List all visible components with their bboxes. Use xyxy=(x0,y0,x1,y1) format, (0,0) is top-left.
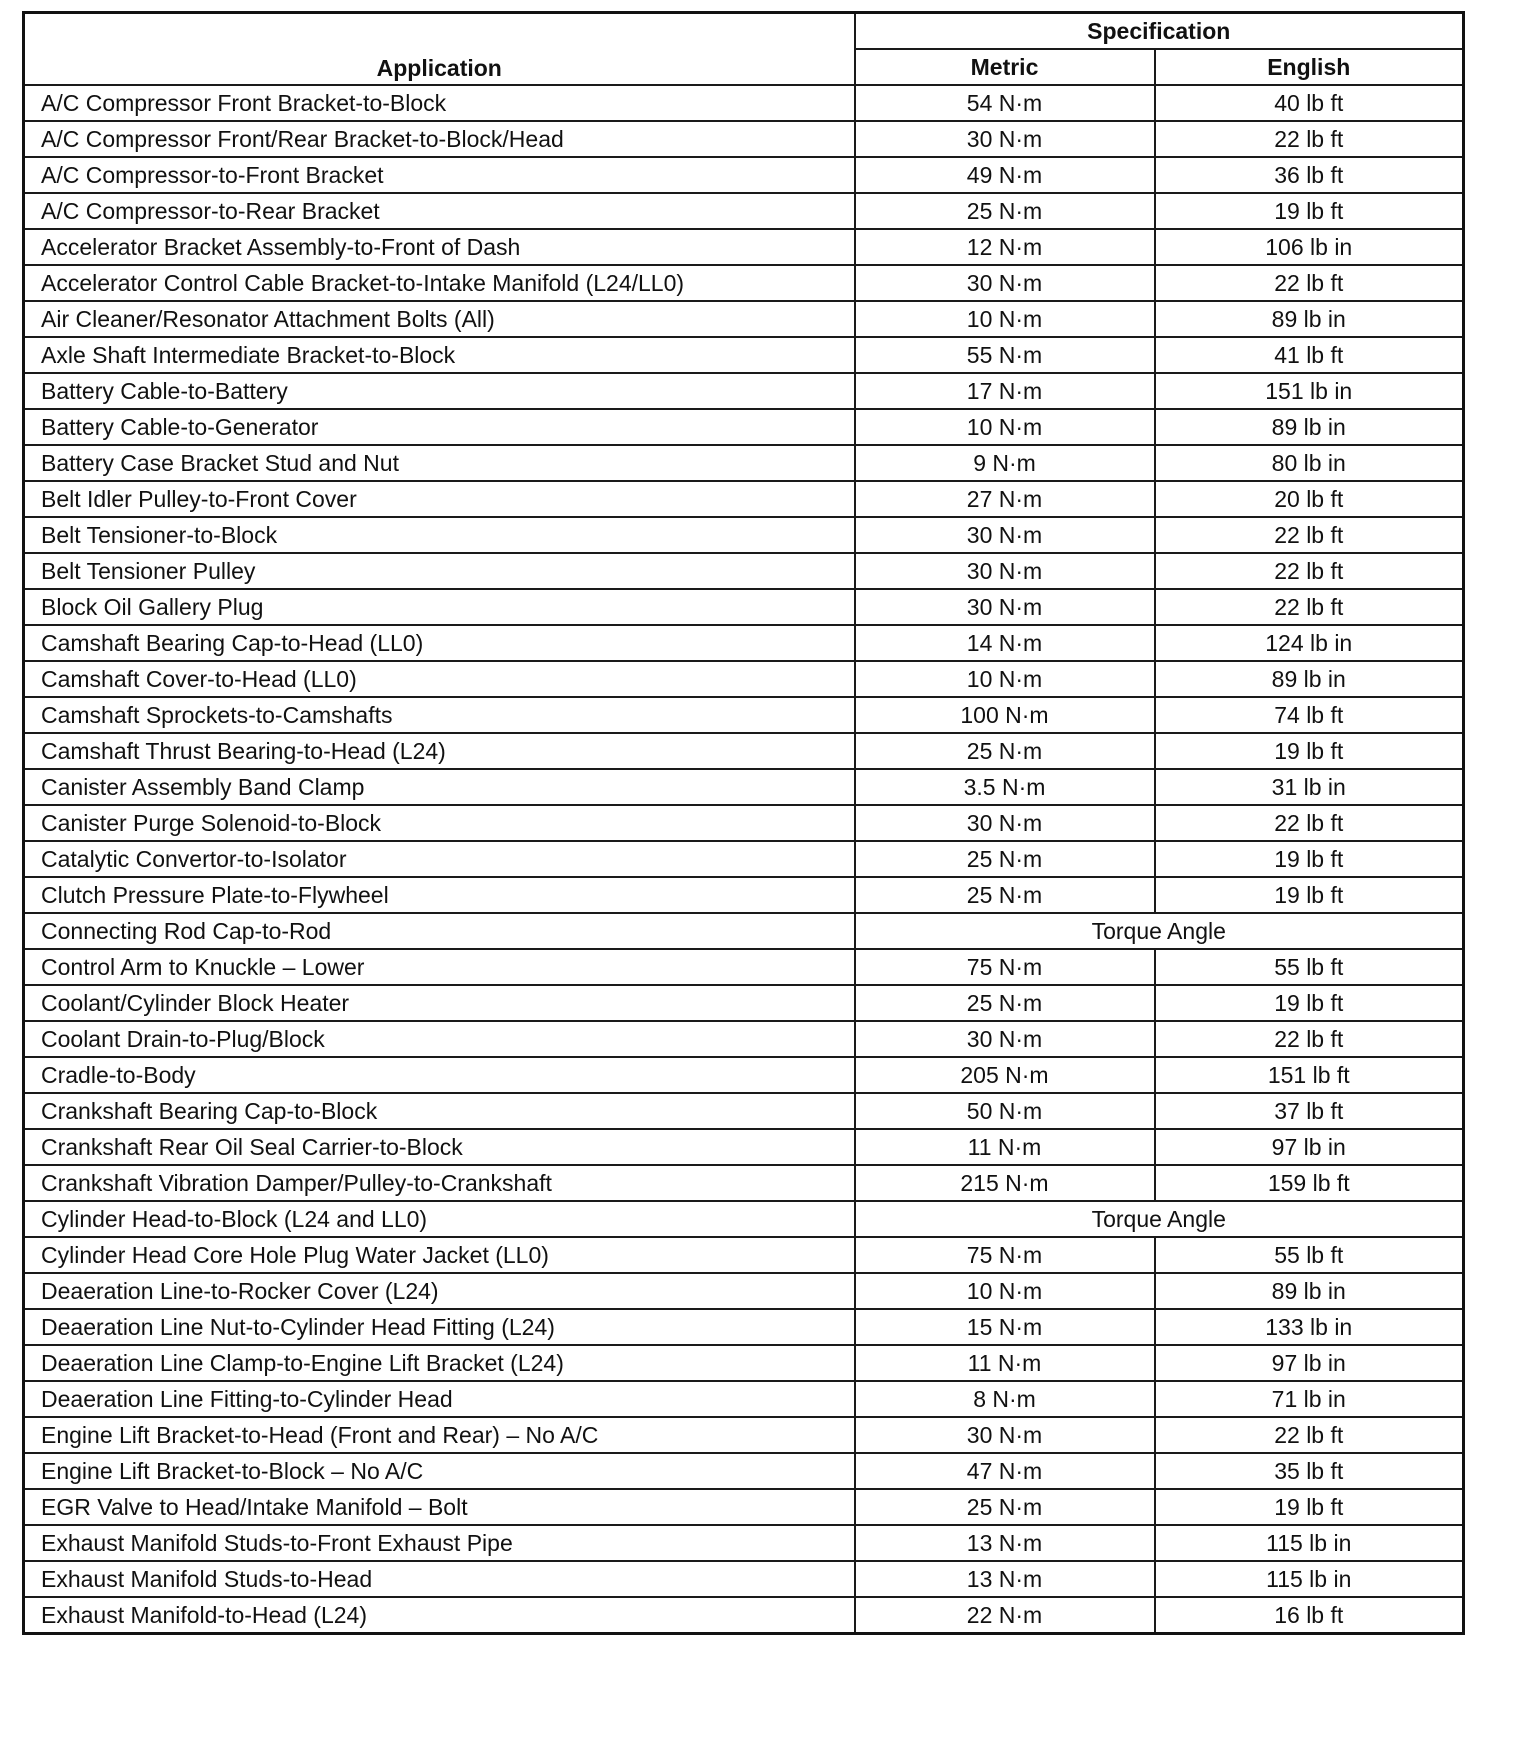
table-row xyxy=(24,229,1464,265)
english-cell: 89 lb in xyxy=(1155,661,1464,697)
english-cell: 71 lb in xyxy=(1155,1381,1464,1417)
english-cell: 151 lb ft xyxy=(1155,1057,1464,1093)
header-english: English xyxy=(1155,49,1464,85)
application-cell: Belt Idler Pulley-to-Front Cover xyxy=(24,481,855,517)
table-row xyxy=(24,1345,1464,1381)
table-row xyxy=(24,805,1464,841)
table-row xyxy=(24,625,1464,661)
english-cell: 16 lb ft xyxy=(1155,1597,1464,1634)
application-cell: Canister Assembly Band Clamp xyxy=(24,769,855,805)
table-row xyxy=(24,409,1464,445)
table-row xyxy=(24,1273,1464,1309)
application-cell: Block Oil Gallery Plug xyxy=(24,589,855,625)
metric-cell: 10 N·m xyxy=(855,409,1155,445)
english-cell: 19 lb ft xyxy=(1155,841,1464,877)
torque-spec-table xyxy=(22,11,1465,1635)
english-cell: 159 lb ft xyxy=(1155,1165,1464,1201)
metric-cell: 75 N·m xyxy=(855,1237,1155,1273)
metric-cell: 25 N·m xyxy=(855,1489,1155,1525)
english-cell: 41 lb ft xyxy=(1155,337,1464,373)
metric-cell: 47 N·m xyxy=(855,1453,1155,1489)
english-cell: 97 lb in xyxy=(1155,1129,1464,1165)
application-cell: Catalytic Convertor-to-Isolator xyxy=(24,841,855,877)
english-cell: 19 lb ft xyxy=(1155,1489,1464,1525)
metric-cell: 14 N·m xyxy=(855,625,1155,661)
table-row xyxy=(24,265,1464,301)
metric-cell: 30 N·m xyxy=(855,1021,1155,1057)
table-row xyxy=(24,517,1464,553)
metric-cell: 30 N·m xyxy=(855,805,1155,841)
application-cell: Camshaft Sprockets-to-Camshafts xyxy=(24,697,855,733)
table-row xyxy=(24,337,1464,373)
metric-cell: 30 N·m xyxy=(855,553,1155,589)
english-cell: 89 lb in xyxy=(1155,1273,1464,1309)
english-cell: 115 lb in xyxy=(1155,1561,1464,1597)
metric-cell: 27 N·m xyxy=(855,481,1155,517)
metric-cell: 30 N·m xyxy=(855,589,1155,625)
metric-cell: 215 N·m xyxy=(855,1165,1155,1201)
header-metric: Metric xyxy=(855,49,1155,85)
table-row xyxy=(24,1093,1464,1129)
specification-span-cell: Torque Angle xyxy=(855,913,1464,949)
application-cell: Accelerator Control Cable Bracket-to-Intake Manifold (L24/LL0) xyxy=(24,265,855,301)
english-cell: 22 lb ft xyxy=(1155,1021,1464,1057)
application-cell: Belt Tensioner Pulley xyxy=(24,553,855,589)
table-row xyxy=(24,1381,1464,1417)
application-cell: Crankshaft Bearing Cap-to-Block xyxy=(24,1093,855,1129)
metric-cell: 30 N·m xyxy=(855,517,1155,553)
application-cell: Clutch Pressure Plate-to-Flywheel xyxy=(24,877,855,913)
application-cell: A/C Compressor-to-Front Bracket xyxy=(24,157,855,193)
table-body xyxy=(24,85,1464,1634)
english-cell: 22 lb ft xyxy=(1155,517,1464,553)
table-row xyxy=(24,1237,1464,1273)
table-row xyxy=(24,1201,1464,1237)
application-cell: Cylinder Head Core Hole Plug Water Jacket (LL0) xyxy=(24,1237,855,1273)
english-cell: 89 lb in xyxy=(1155,301,1464,337)
application-cell: A/C Compressor Front Bracket-to-Block xyxy=(24,85,855,121)
metric-cell: 55 N·m xyxy=(855,337,1155,373)
application-cell: Control Arm to Knuckle – Lower xyxy=(24,949,855,985)
metric-cell: 25 N·m xyxy=(855,841,1155,877)
english-cell: 80 lb in xyxy=(1155,445,1464,481)
table-row xyxy=(24,121,1464,157)
metric-cell: 100 N·m xyxy=(855,697,1155,733)
application-cell: Deaeration Line Clamp-to-Engine Lift Bracket (L24) xyxy=(24,1345,855,1381)
application-cell: Battery Case Bracket Stud and Nut xyxy=(24,445,855,481)
english-cell: 106 lb in xyxy=(1155,229,1464,265)
table-row xyxy=(24,1597,1464,1634)
table-row xyxy=(24,1525,1464,1561)
table-row xyxy=(24,301,1464,337)
table-row xyxy=(24,1561,1464,1597)
english-cell: 22 lb ft xyxy=(1155,589,1464,625)
english-cell: 22 lb ft xyxy=(1155,805,1464,841)
table-row xyxy=(24,985,1464,1021)
metric-cell: 25 N·m xyxy=(855,877,1155,913)
english-cell: 36 lb ft xyxy=(1155,157,1464,193)
metric-cell: 9 N·m xyxy=(855,445,1155,481)
application-cell: Deaeration Line-to-Rocker Cover (L24) xyxy=(24,1273,855,1309)
application-cell: Battery Cable-to-Generator xyxy=(24,409,855,445)
table-row xyxy=(24,1489,1464,1525)
metric-cell: 11 N·m xyxy=(855,1345,1155,1381)
english-cell: 20 lb ft xyxy=(1155,481,1464,517)
english-cell: 19 lb ft xyxy=(1155,193,1464,229)
english-cell: 40 lb ft xyxy=(1155,85,1464,121)
english-cell: 19 lb ft xyxy=(1155,877,1464,913)
application-cell: Camshaft Bearing Cap-to-Head (LL0) xyxy=(24,625,855,661)
application-cell: Canister Purge Solenoid-to-Block xyxy=(24,805,855,841)
english-cell: 133 lb in xyxy=(1155,1309,1464,1345)
application-cell: Camshaft Thrust Bearing-to-Head (L24) xyxy=(24,733,855,769)
metric-cell: 49 N·m xyxy=(855,157,1155,193)
english-cell: 31 lb in xyxy=(1155,769,1464,805)
application-cell: Accelerator Bracket Assembly-to-Front of Dash xyxy=(24,229,855,265)
metric-cell: 10 N·m xyxy=(855,1273,1155,1309)
metric-cell: 13 N·m xyxy=(855,1525,1155,1561)
english-cell: 22 lb ft xyxy=(1155,553,1464,589)
table-row xyxy=(24,1417,1464,1453)
application-cell: Battery Cable-to-Battery xyxy=(24,373,855,409)
application-cell: Deaeration Line Nut-to-Cylinder Head Fitting (L24) xyxy=(24,1309,855,1345)
table-row xyxy=(24,913,1464,949)
application-cell: Cylinder Head-to-Block (L24 and LL0) xyxy=(24,1201,855,1237)
english-cell: 22 lb ft xyxy=(1155,265,1464,301)
application-cell: Belt Tensioner-to-Block xyxy=(24,517,855,553)
application-cell: EGR Valve to Head/Intake Manifold – Bolt xyxy=(24,1489,855,1525)
metric-cell: 30 N·m xyxy=(855,1417,1155,1453)
metric-cell: 8 N·m xyxy=(855,1381,1155,1417)
english-cell: 74 lb ft xyxy=(1155,697,1464,733)
table-row xyxy=(24,733,1464,769)
application-cell: Crankshaft Rear Oil Seal Carrier-to-Block xyxy=(24,1129,855,1165)
table-row xyxy=(24,373,1464,409)
metric-cell: 12 N·m xyxy=(855,229,1155,265)
application-cell: Crankshaft Vibration Damper/Pulley-to-Crankshaft xyxy=(24,1165,855,1201)
header-application: Application xyxy=(24,13,855,86)
table-row xyxy=(24,1021,1464,1057)
metric-cell: 13 N·m xyxy=(855,1561,1155,1597)
metric-cell: 22 N·m xyxy=(855,1597,1155,1634)
table-row xyxy=(24,1453,1464,1489)
table-row xyxy=(24,697,1464,733)
english-cell: 55 lb ft xyxy=(1155,1237,1464,1273)
metric-cell: 54 N·m xyxy=(855,85,1155,121)
table-row xyxy=(24,157,1464,193)
table-row xyxy=(24,1309,1464,1345)
application-cell: Cradle-to-Body xyxy=(24,1057,855,1093)
table-row xyxy=(24,661,1464,697)
english-cell: 55 lb ft xyxy=(1155,949,1464,985)
english-cell: 19 lb ft xyxy=(1155,733,1464,769)
metric-cell: 10 N·m xyxy=(855,301,1155,337)
english-cell: 89 lb in xyxy=(1155,409,1464,445)
table-row xyxy=(24,553,1464,589)
metric-cell: 25 N·m xyxy=(855,985,1155,1021)
english-cell: 151 lb in xyxy=(1155,373,1464,409)
application-cell: Exhaust Manifold Studs-to-Head xyxy=(24,1561,855,1597)
metric-cell: 30 N·m xyxy=(855,121,1155,157)
application-cell: A/C Compressor Front/Rear Bracket-to-Block/Head xyxy=(24,121,855,157)
metric-cell: 75 N·m xyxy=(855,949,1155,985)
metric-cell: 25 N·m xyxy=(855,193,1155,229)
table-row xyxy=(24,841,1464,877)
application-cell: Exhaust Manifold Studs-to-Front Exhaust Pipe xyxy=(24,1525,855,1561)
english-cell: 124 lb in xyxy=(1155,625,1464,661)
application-cell: Axle Shaft Intermediate Bracket-to-Block xyxy=(24,337,855,373)
metric-cell: 25 N·m xyxy=(855,733,1155,769)
application-cell: Coolant Drain-to-Plug/Block xyxy=(24,1021,855,1057)
english-cell: 22 lb ft xyxy=(1155,121,1464,157)
table-row xyxy=(24,589,1464,625)
english-cell: 97 lb in xyxy=(1155,1345,1464,1381)
specification-span-cell: Torque Angle xyxy=(855,1201,1464,1237)
english-cell: 37 lb ft xyxy=(1155,1093,1464,1129)
application-cell: Exhaust Manifold-to-Head (L24) xyxy=(24,1597,855,1634)
metric-cell: 205 N·m xyxy=(855,1057,1155,1093)
metric-cell: 17 N·m xyxy=(855,373,1155,409)
application-cell: A/C Compressor-to-Rear Bracket xyxy=(24,193,855,229)
application-cell: Deaeration Line Fitting-to-Cylinder Head xyxy=(24,1381,855,1417)
application-cell: Air Cleaner/Resonator Attachment Bolts (All) xyxy=(24,301,855,337)
table-row xyxy=(24,481,1464,517)
english-cell: 19 lb ft xyxy=(1155,985,1464,1021)
english-cell: 22 lb ft xyxy=(1155,1417,1464,1453)
header-specification: Specification xyxy=(855,13,1464,50)
table-row xyxy=(24,445,1464,481)
table-row xyxy=(24,1129,1464,1165)
application-cell: Engine Lift Bracket-to-Head (Front and Rear) – No A/C xyxy=(24,1417,855,1453)
application-cell: Connecting Rod Cap-to-Rod xyxy=(24,913,855,949)
metric-cell: 11 N·m xyxy=(855,1129,1155,1165)
metric-cell: 30 N·m xyxy=(855,265,1155,301)
application-cell: Camshaft Cover-to-Head (LL0) xyxy=(24,661,855,697)
table-row xyxy=(24,949,1464,985)
english-cell: 35 lb ft xyxy=(1155,1453,1464,1489)
metric-cell: 50 N·m xyxy=(855,1093,1155,1129)
metric-cell: 3.5 N·m xyxy=(855,769,1155,805)
english-cell: 115 lb in xyxy=(1155,1525,1464,1561)
application-cell: Engine Lift Bracket-to-Block – No A/C xyxy=(24,1453,855,1489)
table-row xyxy=(24,769,1464,805)
metric-cell: 15 N·m xyxy=(855,1309,1155,1345)
table-row xyxy=(24,1057,1464,1093)
table-row xyxy=(24,85,1464,121)
application-cell: Coolant/Cylinder Block Heater xyxy=(24,985,855,1021)
table-row xyxy=(24,193,1464,229)
table-row xyxy=(24,1165,1464,1201)
table-row xyxy=(24,877,1464,913)
metric-cell: 10 N·m xyxy=(855,661,1155,697)
